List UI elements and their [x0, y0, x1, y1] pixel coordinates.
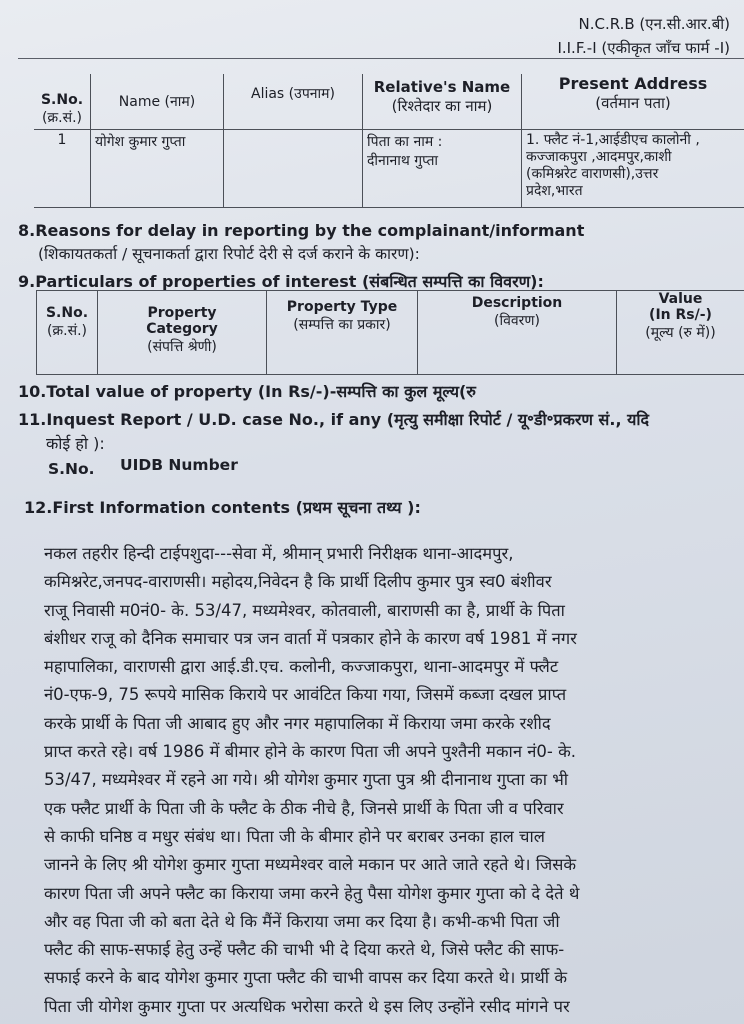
property-table: [36, 290, 744, 375]
col-name: Name (नाम): [91, 74, 224, 130]
prop-col-sno: S.No. (क्र.सं.): [37, 291, 98, 375]
prop-col-value: Value (In Rs/-) (मूल्य (रु में)): [617, 291, 744, 375]
prop-col-type: Property Type (सम्पत्ति का प्रकार): [267, 291, 418, 375]
section-9-title: 9.Particulars of properties of interest (संबन्धित सम्पत्ति का विवरण):: [18, 272, 544, 291]
fir-line: महापालिका, वाराणसी द्वारा आई.डी.एच. कलोनी, कज्जाकपुरा, थाना-आदमपुर में फ्लैट: [44, 657, 559, 677]
iif-form-header: I.I.F.-I (एकीकृत जाँच फार्म -I): [557, 39, 730, 57]
fir-line: प्राप्त करते रहे। वर्ष 1986 में बीमार होने के कारण पिता जी अपने पुश्तैनी मकान नं0- के.: [44, 742, 576, 762]
header-rule: [18, 58, 744, 59]
accused-name: योगेश कुमार गुप्ता: [91, 130, 224, 208]
accused-table: [34, 74, 744, 208]
col-address: Present Address (वर्तमान पता): [558, 74, 708, 112]
col-relative: Relative's Name (रिश्तेदार का नाम): [363, 74, 522, 130]
fir-line: राजू निवासी म0नं0- के. 53/47, मध्यमेश्वर, कोतवाली, बाराणसी का है, प्रार्थी के पिता: [44, 600, 565, 620]
fir-line: करके प्रार्थी के पिता जी आबाद हुए और नगर महापालिका में किराया जमा करके रशीद: [44, 713, 551, 733]
section-8-title: 8.Reasons for delay in reporting by the complainant/informant: [18, 221, 585, 240]
fir-line: 53/47, मध्यमेश्वर में रहने आ गये। श्री योगेश कुमार गुप्ता पुत्र श्री दीनानाथ गुप्ता का भी: [44, 770, 569, 790]
accused-sno: 1: [34, 130, 91, 208]
fir-line: नं0-एफ-9, 75 रूपये मासिक किराये पर आवंटित किया गया, जिसमें कब्जा दखल प्राप्त: [44, 685, 567, 705]
prop-col-category: Property Category (संपत्ति श्रेणी): [98, 291, 267, 375]
section-11-title-cont: कोई हो ):: [46, 434, 105, 453]
accused-address: 1. फ्लैट नं-1,आईडीएच कालोनी , कज्जाकपुरा ,आदमपुर,काशी (कमिश्नरेट वाराणसी),उत्तर प्रदेश,भारत: [522, 130, 744, 208]
section-11-title: 11.Inquest Report / U.D. case No., if any (मृत्यु समीक्षा रिपोर्ट / यू॰डी॰प्रकरण सं., यदि: [18, 410, 650, 429]
fir-line: कमिश्नरेट,जनपद-वाराणसी। महोदय,निवेदन है कि प्रार्थी दिलीप कुमार पुत्र स्व0 बंशीवर: [44, 572, 552, 592]
section-11-col-sno: S.No.: [48, 460, 95, 478]
accused-relative: पिता का नाम : दीनानाथ गुप्ता: [363, 130, 522, 208]
fir-line: बंशीधर राजू को दैनिक समाचार पत्र जन वार्ता में पत्रकार होने के कारण वर्ष 1981 में नगर: [44, 628, 577, 648]
accused-alias: [224, 130, 363, 208]
first-information-text: [44, 540, 734, 1021]
fir-line: नकल तहरीर हिन्दी टाईपशुदा---सेवा में, श्रीमान् प्रभारी निरीक्षक थाना-आदमपुर,: [44, 544, 514, 563]
section-12-title: 12.First Information contents (प्रथम सूचना तथ्य ):: [24, 498, 421, 517]
section-8-title-hindi: (शिकायतकर्ता / सूचनाकर्ता द्वारा रिपोर्ट देरी से दर्ज कराने के कारण):: [38, 245, 420, 263]
col-sno: S.No. (क्र.सं.): [34, 74, 91, 130]
col-alias: Alias (उपनाम): [224, 74, 363, 130]
prop-col-description: Description (विवरण): [418, 291, 617, 375]
section-11-col-uidb: UIDB Number: [120, 456, 238, 474]
ncrb-header: N.C.R.B (एन.सी.आर.बी): [578, 15, 730, 33]
fir-line: फ्लैट की साफ-सफाई हेतु उन्हें फ्लैट की चाभी भी दे दिया करते थे, जिसे फ्लैट की साफ-: [44, 940, 565, 960]
fir-line: जानने के लिए श्री योगेश कुमार गुप्ता मध्यमेश्वर वाले मकान पर आते जाते रहते थे। जिसके: [44, 855, 577, 875]
property-table-header: [37, 291, 744, 375]
fir-line: से काफी घनिष्ठ व मधुर संबंध था। पिता जी के बीमार होने पर बराबर उनका हाल चाल: [44, 826, 545, 846]
fir-line: और वह पिता जी को बता देते थे कि मैंनें किराया जमा कर दिया है। कभी-कभी पिता जी: [44, 911, 560, 931]
section-10-title: 10.Total value of property (In Rs/-)-सम्पत्ति का कुल मूल्य(रु: [18, 382, 476, 401]
fir-line: पिता जी योगेश कुमार गुप्ता पर अत्यधिक भरोसा करते थे इस लिए उन्होंने रसीद मांगने पर: [44, 996, 570, 1016]
accused-row: [34, 130, 744, 208]
fir-line: सफाई करने के बाद योगेश कुमार गुप्ता फ्लैट की चाभी वापस कर दिया करते थे। प्रार्थी के: [44, 968, 567, 988]
accused-table-header: [34, 74, 744, 130]
fir-line: कारण पिता जी अपने फ्लैट का किराया जमा करने हेतु पैसा योगेश कुमार गुप्ता को दे देते थे: [44, 883, 580, 903]
fir-line: एक फ्लैट प्रार्थी के पिता जी के फ्लैट के ठीक नीचे है, जिनसे प्रार्थी के पिता जी व परिवार: [44, 798, 564, 818]
